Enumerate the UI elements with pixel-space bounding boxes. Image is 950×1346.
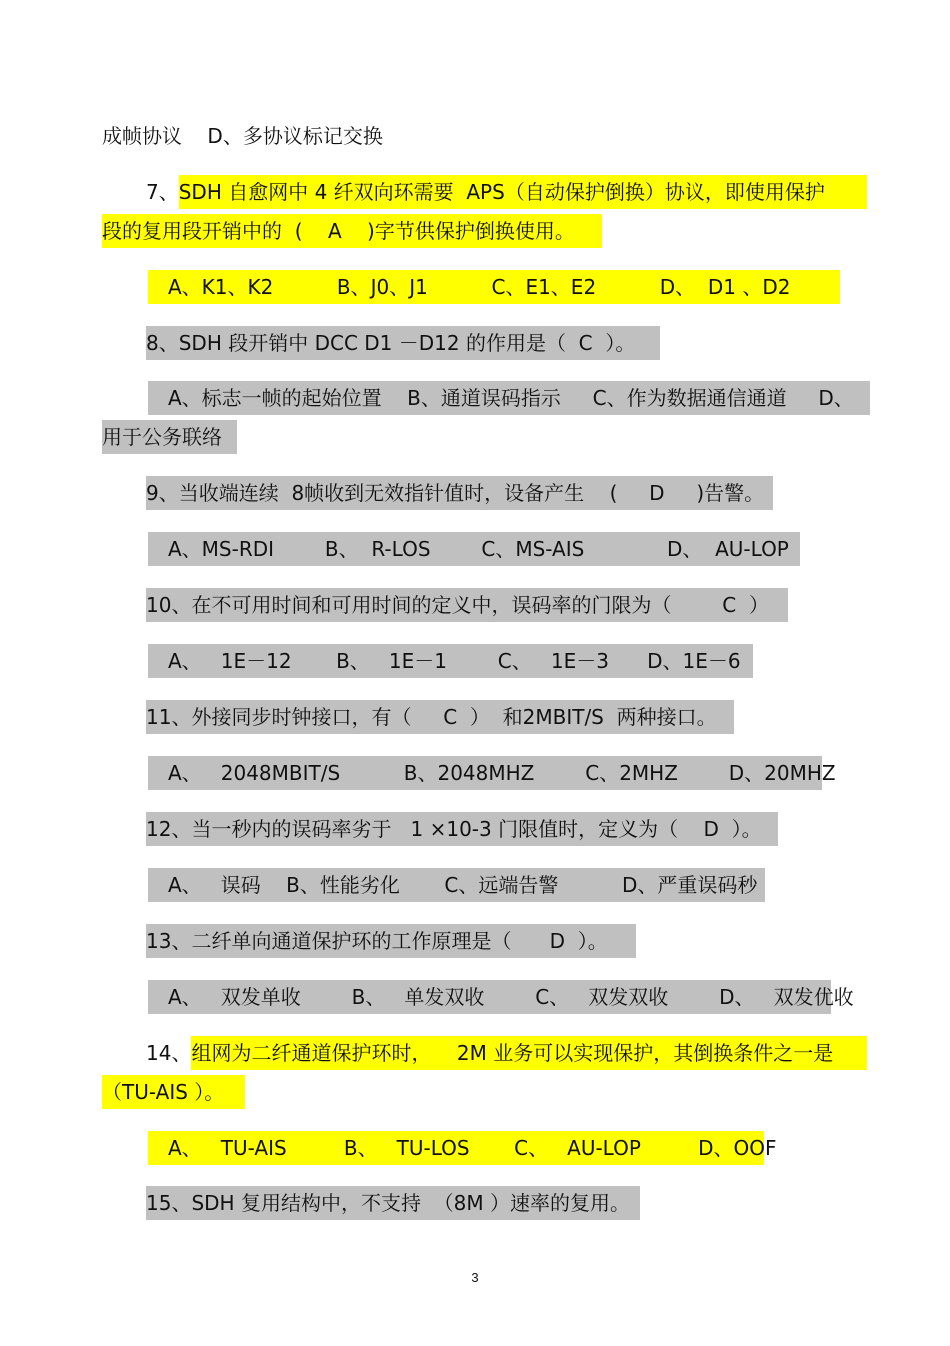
q9-line: 9、当收端连续 8帧收到无效指针值时，设备产生 ( D )告警。	[146, 476, 773, 510]
q7-options: A、K1、K2 B、J0、J1 C、E1、E2 D、 D1 、D2	[148, 270, 840, 304]
q9-options: A、MS-RDI B、 R-LOS C、MS-AIS D、 AU-LOP	[148, 532, 800, 566]
q7-line-2: 段的复用段开销中的 ( A )字节供保护倒换使用。	[102, 214, 602, 248]
q11-line: 11、外接同步时钟接口，有（ C ） 和2MBIT/S 两种接口。	[146, 700, 734, 734]
q13-line: 13、二纤单向通道保护环的工作原理是（ D ）。	[146, 924, 636, 958]
q13-options: A、 双发单收 B、 单发双收 C、 双发双收 D、 双发优收	[148, 980, 831, 1014]
q10-line: 10、在不可用时间和可用时间的定义中，误码率的门限为（ C ）	[146, 588, 788, 622]
q14-line-2: （TU-AIS ）。	[102, 1075, 245, 1109]
q14-text: 组网为二纤通道保护环时， 2M 业务可以实现保护，其倒换条件之一是	[191, 1036, 867, 1070]
q8-options: A、标志一帧的起始位置 B、通道误码指示 C、作为数据通信通道 D、	[148, 381, 870, 415]
q11-options: A、 2048MBIT/S B、2048MHZ C、2MHZ D、20MHZ	[148, 756, 822, 790]
q8-line: 8、SDH 段开销中 DCC D1 －D12 的作用是（ C ）。	[146, 326, 660, 360]
q15-line: 15、SDH 复用结构中，不支持 （8M ）速率的复用。	[146, 1186, 640, 1220]
q14-line-1: 14、组网为二纤通道保护环时， 2M 业务可以实现保护，其倒换条件之一是	[146, 1036, 867, 1070]
q14-options: A、 TU-AIS B、 TU-LOS C、 AU-LOP D、OOF	[148, 1131, 764, 1165]
line-1: 成帧协议 D、多协议标记交换	[102, 124, 383, 148]
page-number: 3	[471, 1270, 479, 1285]
q7-line-1: 7、SDH 自愈网中 4 纤双向环需要 APS（自动保护倒换）协议，即使用保护	[146, 175, 867, 209]
q8-options-2: 用于公务联络	[102, 420, 237, 454]
q7-text: SDH 自愈网中 4 纤双向环需要 APS（自动保护倒换）协议，即使用保护	[179, 175, 867, 209]
q12-options: A、 误码 B、性能劣化 C、远端告警 D、严重误码秒	[148, 868, 765, 902]
q12-line: 12、当一秒内的误码率劣于 1 ×10-3 门限值时，定义为（ D ）。	[146, 812, 778, 846]
q10-options: A、 1E－12 B、 1E－1 C、 1E－3 D、1E－6	[148, 644, 753, 678]
